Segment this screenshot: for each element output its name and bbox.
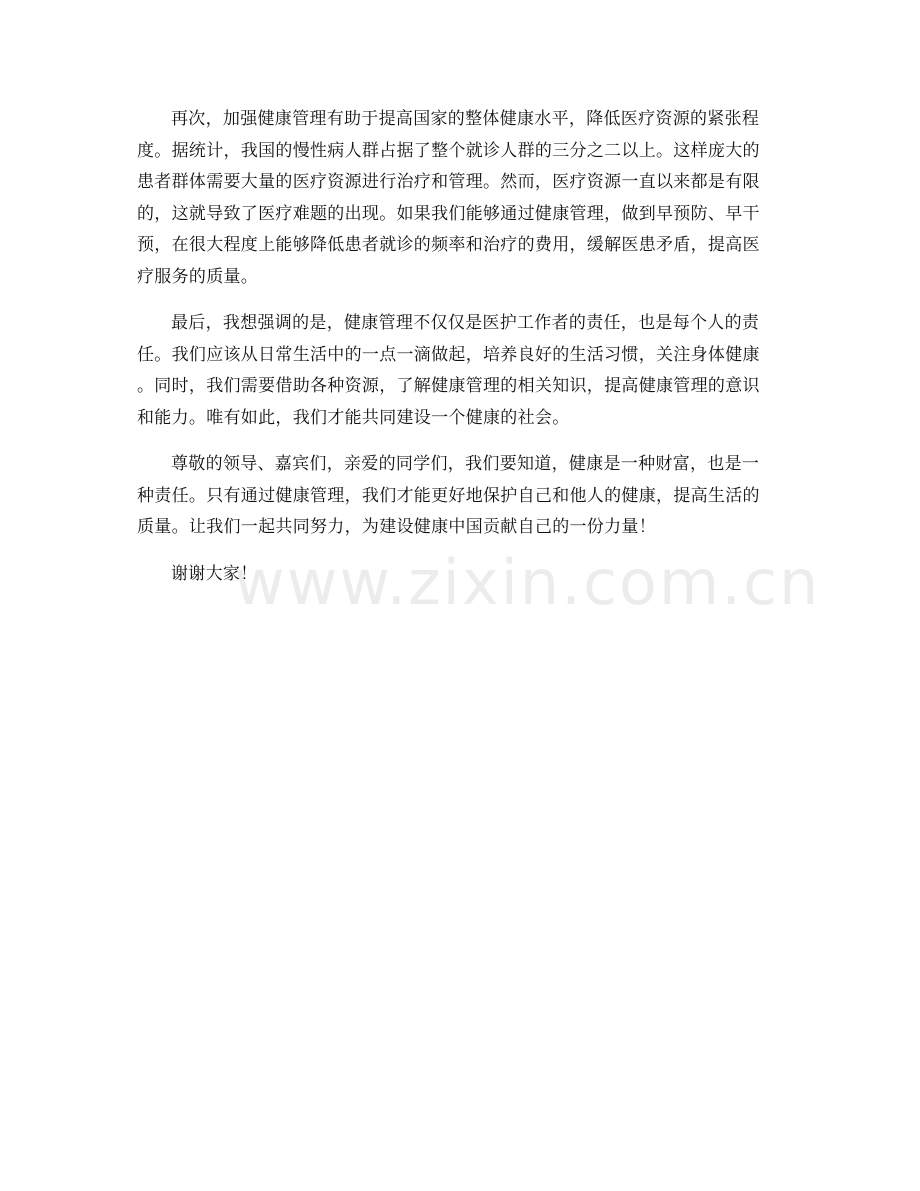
- text-line: 预，在很大程度上能够降低患者就诊的频率和治疗的费用，缓解医患矛盾，提高医: [137, 235, 760, 255]
- text-line: 再次，加强健康管理有助于提高国家的整体健康水平，降低医疗资源的紧张程: [171, 109, 760, 129]
- text-line: 谢谢大家！: [171, 563, 258, 584]
- paragraph-personal-responsibility: [137, 308, 785, 434]
- text-line: 最后，我想强调的是，健康管理不仅仅是医护工作者的责任，也是每个人的责: [171, 313, 760, 333]
- paragraph-thanks: [137, 559, 785, 591]
- text-line: 的，这就导致了医疗难题的出现。如果我们能够通过健康管理，做到早预防、早干: [137, 203, 760, 224]
- text-line: 患者群体需要大量的医疗资源进行治疗和管理。然而，医疗资源一直以来都是有限: [137, 172, 760, 192]
- text-line: 度。据统计，我国的慢性病人群占据了整个就诊人群的三分之二以上。这样庞大的: [137, 140, 760, 161]
- watermark: www.zixin.com.cn: [234, 546, 821, 619]
- text-line: 疗服务的质量。: [137, 266, 259, 287]
- text-line: 。同时，我们需要借助各种资源，了解健康管理的相关知识，提高健康管理的意识: [137, 376, 760, 396]
- text-line: 种责任。只有通过健康管理，我们才能更好地保护自己和他人的健康，提高生活的: [137, 485, 760, 506]
- text-line: 和能力。唯有如此，我们才能共同建设一个健康的社会。: [137, 407, 570, 428]
- text-line: 质量。让我们一起共同努力，为建设健康中国贡献自己的一份力量！: [137, 517, 656, 537]
- paragraph-health-resources: [137, 104, 785, 293]
- text-line: 任。我们应该从日常生活中的一点一滴做起，培养良好的生活习惯，关注身体健康: [137, 344, 760, 365]
- document-page: [137, 104, 785, 605]
- paragraph-closing-remarks: [137, 449, 785, 544]
- text-line: 尊敬的领导、嘉宾们，亲爱的同学们，我们要知道，健康是一种财富，也是一: [171, 454, 760, 474]
